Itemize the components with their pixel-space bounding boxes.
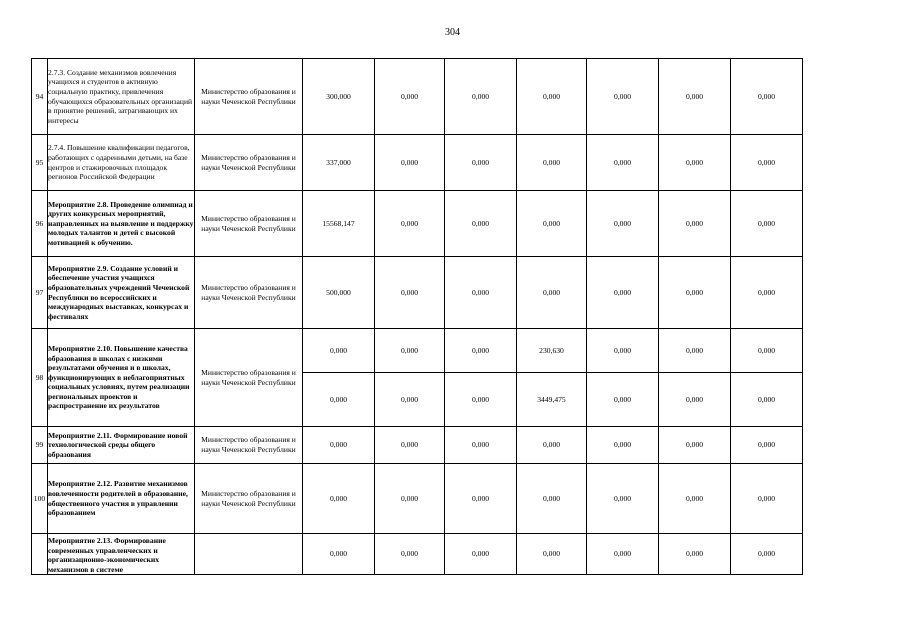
value-cell: 0,000 [445, 464, 517, 534]
value-cell: 0,000 [375, 191, 445, 257]
measure-name: Мероприятие 2.11. Формирование новой технологической среды общего образования [48, 427, 195, 464]
responsible-organization: Министерство образования и науки Чеченской Республики [195, 59, 303, 135]
value-cell: 0,000 [445, 329, 517, 373]
value-cell: 0,000 [731, 373, 803, 427]
value-cell: 0,000 [517, 135, 587, 191]
table-row [32, 257, 803, 329]
measure-name: Мероприятие 2.13. Формирование современных управленческих и организационно-экономических механизмов в системе [48, 534, 195, 575]
row-number: 98 [32, 329, 48, 427]
value-cell: 0,000 [587, 373, 659, 427]
value-cell: 0,000 [375, 534, 445, 575]
value-cell: 0,000 [731, 59, 803, 135]
value-cell: 0,000 [659, 534, 731, 575]
table-body [32, 59, 803, 575]
row-number: 96 [32, 191, 48, 257]
table-row [32, 329, 803, 373]
value-cell: 0,000 [445, 191, 517, 257]
value-cell: 0,000 [731, 191, 803, 257]
value-cell: 0,000 [659, 191, 731, 257]
value-cell: 0,000 [303, 329, 375, 373]
value-cell: 0,000 [445, 427, 517, 464]
value-cell: 230,630 [517, 329, 587, 373]
value-cell: 0,000 [445, 59, 517, 135]
page-number: 304 [445, 27, 460, 38]
value-cell: 0,000 [445, 135, 517, 191]
value-cell: 0,000 [731, 329, 803, 373]
value-cell: 0,000 [587, 191, 659, 257]
value-cell: 0,000 [303, 534, 375, 575]
value-cell: 0,000 [587, 464, 659, 534]
value-cell: 0,000 [659, 257, 731, 329]
measure-name: Мероприятие 2.10. Повышение качества образования в школах с низкими результатами обучения и в школах, функционирующих в неблагоприятных социальных условиях, путем реализации региональных проектов и распространение их результатов [48, 329, 195, 427]
measure-name: Мероприятие 2.12. Развитие механизмов вовлеченности родителей в образование, общественного участия в управлении образованием [48, 464, 195, 534]
value-cell: 0,000 [659, 135, 731, 191]
measure-name: 2.7.4. Повышение квалификации педагогов, работающих с одаренными детьми, на базе центров и стажировочных площадок регионов Российской Федерации [48, 135, 195, 191]
value-cell: 0,000 [731, 427, 803, 464]
value-cell: 15568,147 [303, 191, 375, 257]
value-cell: 500,000 [303, 257, 375, 329]
responsible-organization [195, 534, 303, 575]
value-cell: 0,000 [587, 329, 659, 373]
value-cell: 0,000 [517, 191, 587, 257]
value-cell: 0,000 [517, 464, 587, 534]
value-cell: 0,000 [731, 135, 803, 191]
value-cell: 0,000 [659, 329, 731, 373]
value-cell: 0,000 [517, 257, 587, 329]
responsible-organization: Министерство образования и науки Чеченской Республики [195, 329, 303, 427]
value-cell: 0,000 [375, 464, 445, 534]
value-cell: 0,000 [303, 464, 375, 534]
responsible-organization: Министерство образования и науки Чеченской Республики [195, 427, 303, 464]
row-number [32, 534, 48, 575]
table-row [32, 191, 803, 257]
measure-name: Мероприятие 2.8. Проведение олимпиад и других конкурсных мероприятий, направленных на выявление и поддержку молодых талантов и детей с высокой мотивацией к обучению. [48, 191, 195, 257]
value-cell: 0,000 [517, 59, 587, 135]
value-cell: 0,000 [659, 464, 731, 534]
budget-table [31, 58, 803, 575]
table-row [32, 59, 803, 135]
value-cell: 337,000 [303, 135, 375, 191]
measure-name: Мероприятие 2.9. Создание условий и обеспечение участия учащихся образовательных учреждений Чеченской Республики во всероссийских и международных выставках, конкурсах и фестивалях [48, 257, 195, 329]
value-cell: 0,000 [659, 373, 731, 427]
row-number: 95 [32, 135, 48, 191]
value-cell: 0,000 [587, 427, 659, 464]
value-cell: 0,000 [731, 534, 803, 575]
measure-name: 2.7.3. Создание механизмов вовлечения учащихся и студентов в активную социальную практику, привлечения обучающихся образовательных организаций в принятие решений, затрагивающих их интересы [48, 59, 195, 135]
responsible-organization: Министерство образования и науки Чеченской Республики [195, 464, 303, 534]
value-cell: 0,000 [587, 59, 659, 135]
row-number: 97 [32, 257, 48, 329]
value-cell: 0,000 [731, 257, 803, 329]
value-cell: 0,000 [303, 427, 375, 464]
value-cell: 0,000 [445, 257, 517, 329]
row-number: 99 [32, 427, 48, 464]
value-cell: 0,000 [587, 534, 659, 575]
value-cell: 0,000 [375, 135, 445, 191]
responsible-organization: Министерство образования и науки Чеченской Республики [195, 191, 303, 257]
value-cell: 0,000 [445, 373, 517, 427]
value-cell: 0,000 [303, 373, 375, 427]
value-cell: 0,000 [375, 257, 445, 329]
value-cell: 0,000 [445, 534, 517, 575]
value-cell: 0,000 [587, 135, 659, 191]
table-row [32, 464, 803, 534]
value-cell: 0,000 [731, 464, 803, 534]
row-number: 100 [32, 464, 48, 534]
value-cell: 3449,475 [517, 373, 587, 427]
value-cell: 0,000 [375, 427, 445, 464]
value-cell: 0,000 [375, 329, 445, 373]
value-cell: 0,000 [517, 427, 587, 464]
value-cell: 0,000 [659, 59, 731, 135]
value-cell: 0,000 [587, 257, 659, 329]
value-cell: 0,000 [517, 534, 587, 575]
row-number: 94 [32, 59, 48, 135]
value-cell: 300,000 [303, 59, 375, 135]
responsible-organization: Министерство образования и науки Чеченской Республики [195, 257, 303, 329]
value-cell: 0,000 [375, 59, 445, 135]
table-row [32, 135, 803, 191]
value-cell: 0,000 [375, 373, 445, 427]
table-row [32, 534, 803, 575]
table-row [32, 427, 803, 464]
responsible-organization: Министерство образования и науки Чеченской Республики [195, 135, 303, 191]
value-cell: 0,000 [659, 427, 731, 464]
